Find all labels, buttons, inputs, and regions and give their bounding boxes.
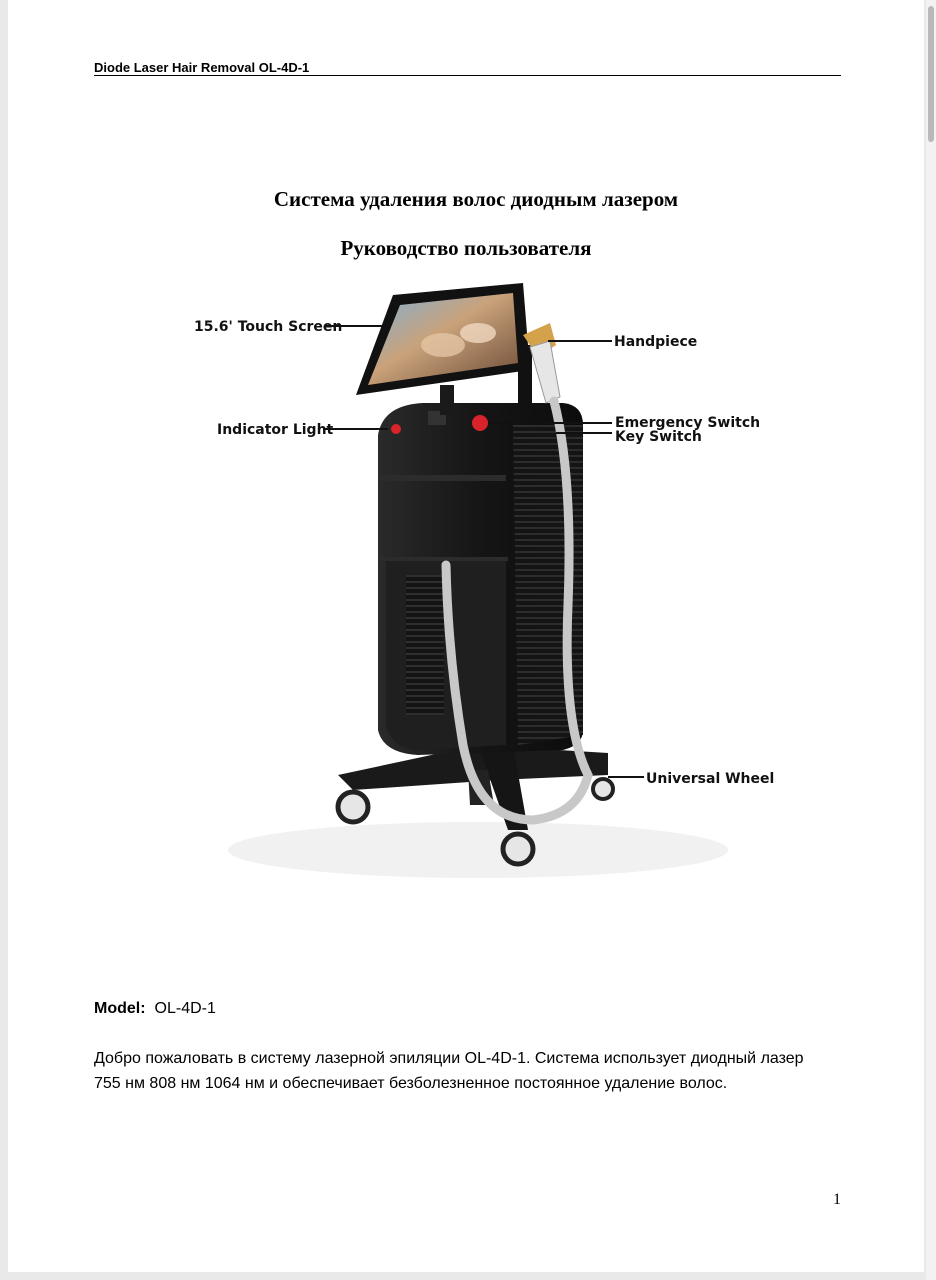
intro-paragraph: Добро пожаловать в систему лазерной эпиляции OL-4D-1. Система использует диодный лазер 755 нм 808 нм 1064 нм и обеспечивает безболезненное постоянное удаление волос. (94, 1050, 804, 1092)
page-number: 1 (833, 1191, 841, 1208)
model-value: OL-4D-1 (154, 1000, 216, 1017)
running-header: Diode Laser Hair Removal OL-4D-1 (94, 60, 310, 75)
vertical-scrollbar[interactable] (926, 0, 936, 1280)
callout-indicator-light: Indicator Light (217, 422, 334, 438)
indicator-light-icon (391, 424, 401, 434)
header-rule (94, 75, 841, 76)
monitor-stand (440, 385, 454, 415)
callout-touch-screen: 15.6' Touch Screen (194, 319, 343, 335)
document-page (8, 0, 924, 1272)
callout-universal-wheel: Universal Wheel (646, 771, 775, 787)
touch-screen (356, 283, 530, 395)
model-label: Model: (94, 1000, 146, 1017)
model-line (94, 1000, 216, 1018)
callout-key-switch: Key Switch (615, 429, 702, 445)
device-figure (178, 275, 778, 885)
device-body (378, 403, 583, 755)
document-title: Система удаления волос диодным лазером (273, 187, 679, 211)
floor-shadow (228, 822, 728, 878)
scrollbar-thumb[interactable] (928, 6, 934, 142)
emergency-switch-icon (472, 415, 488, 431)
callout-handpiece: Handpiece (614, 334, 698, 350)
callout-emergency-switch: Emergency Switch (615, 415, 761, 431)
document-subtitle: Руководство пользователя (340, 236, 592, 260)
